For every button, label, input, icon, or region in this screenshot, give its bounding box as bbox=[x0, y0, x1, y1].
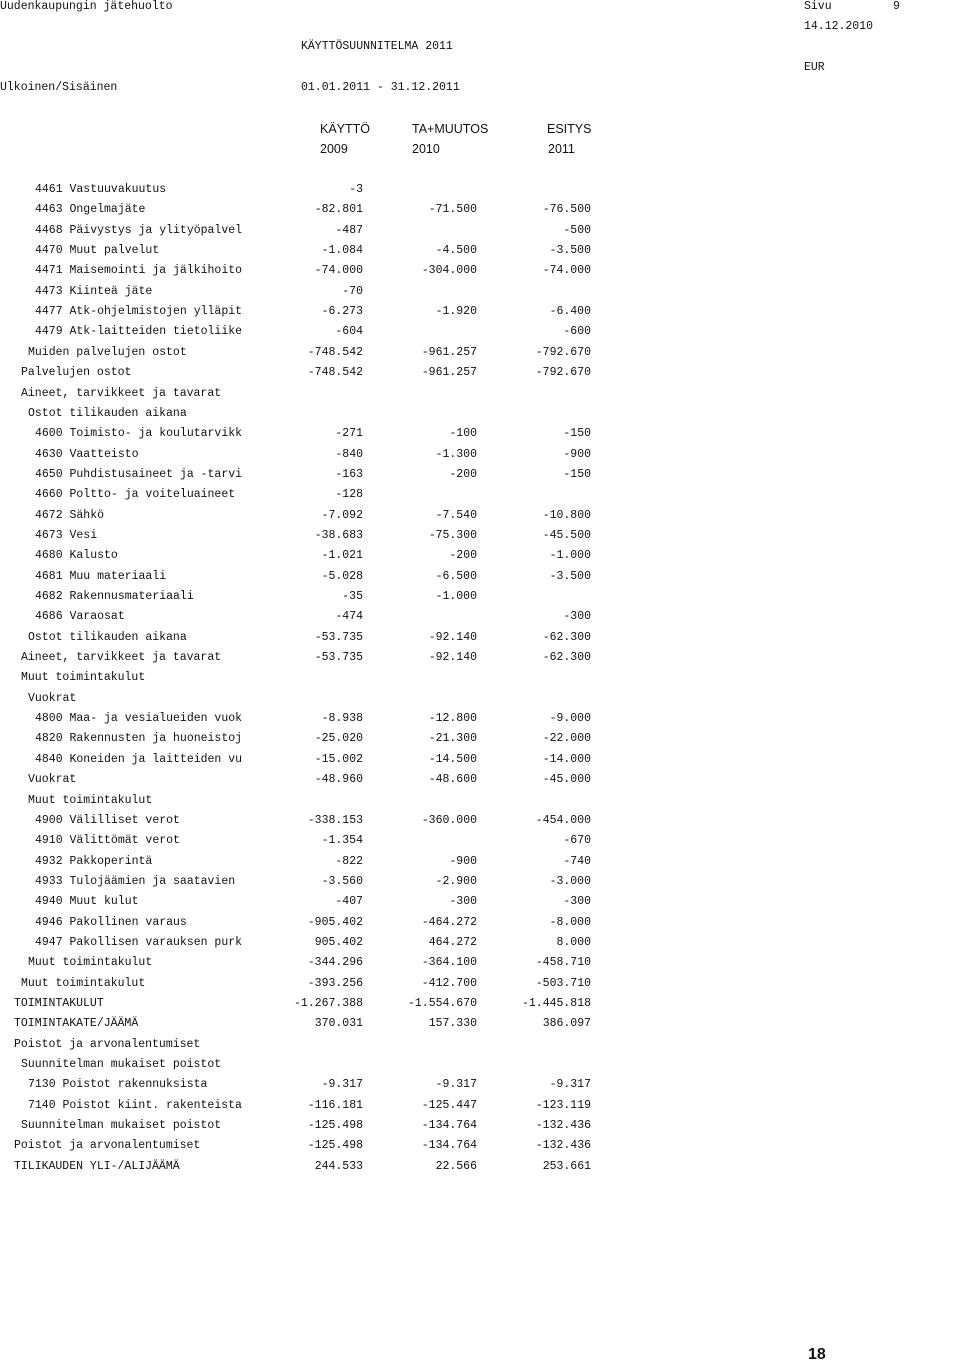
table-row bbox=[0, 834, 960, 848]
value-kaytto-2009: -48.960 bbox=[314, 773, 363, 786]
value-ta-muutos-2010: -412.700 bbox=[421, 977, 477, 990]
value-kaytto-2009: -271 bbox=[335, 427, 363, 440]
row-label: 4468 Päivystys ja ylityöpalvel bbox=[35, 224, 243, 237]
row-label: Ostot tilikauden aikana bbox=[28, 631, 187, 644]
page-label: Sivu bbox=[804, 0, 832, 13]
value-esitys-2011: -74.000 bbox=[542, 264, 591, 277]
table-row bbox=[0, 224, 960, 238]
table-row bbox=[0, 794, 960, 808]
row-label: Muut toimintakulut bbox=[28, 956, 153, 969]
table-row bbox=[0, 631, 960, 645]
row-label: 4800 Maa- ja vesialueiden vuok bbox=[35, 712, 243, 725]
row-label: 4463 Ongelmajäte bbox=[35, 203, 146, 216]
value-kaytto-2009: -53.735 bbox=[314, 631, 363, 644]
value-kaytto-2009: -38.683 bbox=[314, 529, 363, 542]
table-row bbox=[0, 1119, 960, 1133]
row-label: TOIMINTAKULUT bbox=[14, 997, 104, 1010]
value-ta-muutos-2010: -100 bbox=[449, 427, 477, 440]
value-ta-muutos-2010: -7.540 bbox=[435, 509, 477, 522]
row-label: 4946 Pakollinen varaus bbox=[35, 916, 187, 929]
row-label: 4630 Vaatteisto bbox=[35, 448, 139, 461]
table-row bbox=[0, 936, 960, 950]
value-esitys-2011: -458.710 bbox=[535, 956, 591, 969]
table-row bbox=[0, 407, 960, 421]
value-ta-muutos-2010: 464.272 bbox=[428, 936, 477, 949]
value-esitys-2011: 8.000 bbox=[556, 936, 591, 949]
value-ta-muutos-2010: -961.257 bbox=[421, 346, 477, 359]
value-ta-muutos-2010: -92.140 bbox=[428, 651, 477, 664]
value-ta-muutos-2010: -300 bbox=[449, 895, 477, 908]
table-row bbox=[0, 651, 960, 665]
column-year-2011: 2011 bbox=[548, 142, 575, 156]
value-esitys-2011: -132.436 bbox=[535, 1119, 591, 1132]
value-ta-muutos-2010: -1.554.670 bbox=[407, 997, 477, 1010]
value-kaytto-2009: -1.084 bbox=[321, 244, 363, 257]
value-ta-muutos-2010: -9.317 bbox=[435, 1078, 477, 1091]
value-ta-muutos-2010: 157.330 bbox=[428, 1017, 477, 1030]
value-ta-muutos-2010: -75.300 bbox=[428, 529, 477, 542]
value-ta-muutos-2010: -1.920 bbox=[435, 305, 477, 318]
row-label: Vuokrat bbox=[28, 692, 77, 705]
value-ta-muutos-2010: -1.300 bbox=[435, 448, 477, 461]
value-kaytto-2009: -163 bbox=[335, 468, 363, 481]
row-label: Ostot tilikauden aikana bbox=[28, 407, 187, 420]
value-esitys-2011: -45.000 bbox=[542, 773, 591, 786]
row-label: 4932 Pakkoperintä bbox=[35, 855, 153, 868]
row-label: 4479 Atk-laitteiden tietoliike bbox=[35, 325, 243, 338]
value-esitys-2011: -76.500 bbox=[542, 203, 591, 216]
row-label: 4686 Varaosat bbox=[35, 610, 125, 623]
table-row bbox=[0, 610, 960, 624]
value-kaytto-2009: -7.092 bbox=[321, 509, 363, 522]
value-kaytto-2009: -82.801 bbox=[314, 203, 363, 216]
report-date: 14.12.2010 bbox=[804, 20, 874, 33]
value-esitys-2011: -500 bbox=[563, 224, 591, 237]
value-ta-muutos-2010: -71.500 bbox=[428, 203, 477, 216]
table-row bbox=[0, 997, 960, 1011]
value-esitys-2011: -600 bbox=[563, 325, 591, 338]
value-kaytto-2009: -487 bbox=[335, 224, 363, 237]
table-row bbox=[0, 1099, 960, 1113]
footer-page-number: 18 bbox=[808, 1346, 826, 1363]
value-ta-muutos-2010: -961.257 bbox=[421, 366, 477, 379]
row-label: 4470 Muut palvelut bbox=[35, 244, 160, 257]
value-kaytto-2009: -116.181 bbox=[307, 1099, 363, 1112]
value-esitys-2011: -300 bbox=[563, 610, 591, 623]
row-label: 7140 Poistot kiint. rakenteista bbox=[28, 1099, 242, 1112]
value-kaytto-2009: -125.498 bbox=[307, 1139, 363, 1152]
value-ta-muutos-2010: -900 bbox=[449, 855, 477, 868]
value-ta-muutos-2010: -364.100 bbox=[421, 956, 477, 969]
row-label: 4650 Puhdistusaineet ja -tarvi bbox=[35, 468, 243, 481]
column-header-esitys: ESITYS bbox=[547, 122, 592, 136]
value-kaytto-2009: -25.020 bbox=[314, 732, 363, 745]
row-label: 4840 Koneiden ja laitteiden vu bbox=[35, 753, 243, 766]
value-kaytto-2009: -74.000 bbox=[314, 264, 363, 277]
value-esitys-2011: -300 bbox=[563, 895, 591, 908]
table-row bbox=[0, 325, 960, 339]
value-esitys-2011: 386.097 bbox=[542, 1017, 591, 1030]
value-kaytto-2009: 370.031 bbox=[314, 1017, 363, 1030]
row-label: 4471 Maisemointi ja jälkihoito bbox=[35, 264, 243, 277]
column-header-kaytto: KÄYTTÖ bbox=[320, 122, 371, 136]
row-label: 4673 Vesi bbox=[35, 529, 98, 542]
value-kaytto-2009: -128 bbox=[335, 488, 363, 501]
value-esitys-2011: -8.000 bbox=[549, 916, 591, 929]
row-label: 4682 Rakennusmateriaali bbox=[35, 590, 194, 603]
table-row bbox=[0, 570, 960, 584]
column-header-ta-muutos: TA+MUUTOS bbox=[412, 122, 489, 136]
table-row bbox=[0, 773, 960, 787]
value-esitys-2011: -150 bbox=[563, 427, 591, 440]
value-kaytto-2009: -748.542 bbox=[307, 346, 363, 359]
value-esitys-2011: -6.400 bbox=[549, 305, 591, 318]
value-ta-muutos-2010: -304.000 bbox=[421, 264, 477, 277]
value-kaytto-2009: 244.533 bbox=[314, 1160, 363, 1173]
value-kaytto-2009: -1.354 bbox=[321, 834, 363, 847]
value-ta-muutos-2010: -92.140 bbox=[428, 631, 477, 644]
value-esitys-2011: -792.670 bbox=[535, 346, 591, 359]
value-kaytto-2009: -9.317 bbox=[321, 1078, 363, 1091]
value-ta-muutos-2010: -125.447 bbox=[421, 1099, 477, 1112]
table-row bbox=[0, 671, 960, 685]
row-label: 4461 Vastuuvakuutus bbox=[35, 183, 167, 196]
row-label: 4910 Välittömät verot bbox=[35, 834, 180, 847]
row-label: Muiden palvelujen ostot bbox=[28, 346, 187, 359]
value-kaytto-2009: -15.002 bbox=[314, 753, 363, 766]
row-label: 7130 Poistot rakennuksista bbox=[28, 1078, 208, 1091]
table-row bbox=[0, 895, 960, 909]
value-ta-muutos-2010: -21.300 bbox=[428, 732, 477, 745]
row-label: TOIMINTAKATE/JÄÄMÄ bbox=[14, 1017, 139, 1030]
value-esitys-2011: -792.670 bbox=[535, 366, 591, 379]
value-kaytto-2009: -407 bbox=[335, 895, 363, 908]
value-kaytto-2009: -6.273 bbox=[321, 305, 363, 318]
value-esitys-2011: 253.661 bbox=[542, 1160, 591, 1173]
table-row bbox=[0, 488, 960, 502]
value-esitys-2011: -3.500 bbox=[549, 570, 591, 583]
table-row bbox=[0, 427, 960, 441]
value-kaytto-2009: 905.402 bbox=[314, 936, 363, 949]
value-esitys-2011: -3.000 bbox=[549, 875, 591, 888]
value-esitys-2011: -62.300 bbox=[542, 631, 591, 644]
value-esitys-2011: -150 bbox=[563, 468, 591, 481]
table-row bbox=[0, 203, 960, 217]
table-row bbox=[0, 305, 960, 319]
row-label: Suunnitelman mukaiset poistot bbox=[21, 1119, 222, 1132]
table-row bbox=[0, 814, 960, 828]
column-year-2009: 2009 bbox=[320, 142, 348, 156]
row-label: Muut toimintakulut bbox=[21, 671, 146, 684]
value-kaytto-2009: -3 bbox=[349, 183, 363, 196]
value-esitys-2011: -670 bbox=[563, 834, 591, 847]
row-label: Vuokrat bbox=[28, 773, 77, 786]
value-esitys-2011: -62.300 bbox=[542, 651, 591, 664]
table-row bbox=[0, 468, 960, 482]
value-esitys-2011: -740 bbox=[563, 855, 591, 868]
row-label: Muut toimintakulut bbox=[28, 794, 153, 807]
value-ta-muutos-2010: -12.800 bbox=[428, 712, 477, 725]
value-ta-muutos-2010: -134.764 bbox=[421, 1119, 477, 1132]
table-row bbox=[0, 285, 960, 299]
value-esitys-2011: -503.710 bbox=[535, 977, 591, 990]
table-row bbox=[0, 366, 960, 380]
table-row bbox=[0, 1078, 960, 1092]
value-kaytto-2009: -604 bbox=[335, 325, 363, 338]
value-ta-muutos-2010: -48.600 bbox=[428, 773, 477, 786]
table-row bbox=[0, 1139, 960, 1153]
row-label: 4477 Atk-ohjelmistojen ylläpit bbox=[35, 305, 243, 318]
table-row bbox=[0, 183, 960, 197]
row-label: 4660 Poltto- ja voiteluaineet bbox=[35, 488, 236, 501]
row-label: 4681 Muu materiaali bbox=[35, 570, 167, 583]
value-kaytto-2009: -8.938 bbox=[321, 712, 363, 725]
table-row bbox=[0, 732, 960, 746]
table-row bbox=[0, 1038, 960, 1052]
value-esitys-2011: -1.445.818 bbox=[521, 997, 591, 1010]
row-label: Poistot ja arvonalentumiset bbox=[14, 1038, 201, 1051]
table-row bbox=[0, 916, 960, 930]
table-row bbox=[0, 855, 960, 869]
table-row bbox=[0, 549, 960, 563]
value-kaytto-2009: -1.021 bbox=[321, 549, 363, 562]
table-row bbox=[0, 448, 960, 462]
row-label: 4940 Muut kulut bbox=[35, 895, 139, 908]
value-kaytto-2009: -125.498 bbox=[307, 1119, 363, 1132]
row-label: TILIKAUDEN YLI-/ALIJÄÄMÄ bbox=[14, 1160, 180, 1173]
value-kaytto-2009: -70 bbox=[342, 285, 363, 298]
value-kaytto-2009: -35 bbox=[342, 590, 363, 603]
value-kaytto-2009: -3.560 bbox=[321, 875, 363, 888]
value-kaytto-2009: -338.153 bbox=[307, 814, 363, 827]
page-number: 9 bbox=[893, 0, 900, 13]
value-kaytto-2009: -905.402 bbox=[307, 916, 363, 929]
row-label: 4672 Sähkö bbox=[35, 509, 105, 522]
table-row bbox=[0, 712, 960, 726]
table-row bbox=[0, 1017, 960, 1031]
row-label: Palvelujen ostot bbox=[21, 366, 132, 379]
value-ta-muutos-2010: -2.900 bbox=[435, 875, 477, 888]
value-esitys-2011: -9.000 bbox=[549, 712, 591, 725]
value-kaytto-2009: -5.028 bbox=[321, 570, 363, 583]
table-row bbox=[0, 956, 960, 970]
table-row bbox=[0, 346, 960, 360]
value-esitys-2011: -10.800 bbox=[542, 509, 591, 522]
value-ta-muutos-2010: -14.500 bbox=[428, 753, 477, 766]
row-label: Suunnitelman mukaiset poistot bbox=[21, 1058, 222, 1071]
value-kaytto-2009: -474 bbox=[335, 610, 363, 623]
value-kaytto-2009: -344.296 bbox=[307, 956, 363, 969]
table-row bbox=[0, 264, 960, 278]
table-row bbox=[0, 753, 960, 767]
value-kaytto-2009: -822 bbox=[335, 855, 363, 868]
organization-name: Uudenkaupungin jätehuolto bbox=[0, 0, 173, 13]
value-kaytto-2009: -840 bbox=[335, 448, 363, 461]
value-ta-muutos-2010: -134.764 bbox=[421, 1139, 477, 1152]
row-label: 4600 Toimisto- ja koulutarvikk bbox=[35, 427, 243, 440]
period-label: 01.01.2011 - 31.12.2011 bbox=[301, 81, 460, 94]
row-label: Aineet, tarvikkeet ja tavarat bbox=[21, 387, 222, 400]
column-year-2010: 2010 bbox=[412, 142, 440, 156]
row-label: Poistot ja arvonalentumiset bbox=[14, 1139, 201, 1152]
row-label: 4473 Kiinteä jäte bbox=[35, 285, 153, 298]
row-label: 4947 Pakollisen varauksen purk bbox=[35, 936, 243, 949]
table-row bbox=[0, 244, 960, 258]
value-ta-muutos-2010: 22.566 bbox=[435, 1160, 477, 1173]
value-esitys-2011: -14.000 bbox=[542, 753, 591, 766]
value-kaytto-2009: -393.256 bbox=[307, 977, 363, 990]
table-row bbox=[0, 590, 960, 604]
value-esitys-2011: -3.500 bbox=[549, 244, 591, 257]
table-row bbox=[0, 1160, 960, 1174]
value-ta-muutos-2010: -4.500 bbox=[435, 244, 477, 257]
value-ta-muutos-2010: -200 bbox=[449, 468, 477, 481]
value-esitys-2011: -900 bbox=[563, 448, 591, 461]
table-row bbox=[0, 529, 960, 543]
value-esitys-2011: -22.000 bbox=[542, 732, 591, 745]
value-kaytto-2009: -53.735 bbox=[314, 651, 363, 664]
value-esitys-2011: -454.000 bbox=[535, 814, 591, 827]
table-row bbox=[0, 387, 960, 401]
table-row bbox=[0, 692, 960, 706]
report-title: KÄYTTÖSUUNNITELMA 2011 bbox=[301, 40, 453, 53]
value-kaytto-2009: -1.267.388 bbox=[293, 997, 363, 1010]
value-ta-muutos-2010: -1.000 bbox=[435, 590, 477, 603]
value-ta-muutos-2010: -360.000 bbox=[421, 814, 477, 827]
table-row bbox=[0, 1058, 960, 1072]
table-row bbox=[0, 509, 960, 523]
scope-label: Ulkoinen/Sisäinen bbox=[0, 81, 118, 94]
value-esitys-2011: -123.119 bbox=[535, 1099, 591, 1112]
value-esitys-2011: -45.500 bbox=[542, 529, 591, 542]
value-ta-muutos-2010: -200 bbox=[449, 549, 477, 562]
row-label: 4900 Välilliset verot bbox=[35, 814, 180, 827]
value-esitys-2011: -132.436 bbox=[535, 1139, 591, 1152]
value-kaytto-2009: -748.542 bbox=[307, 366, 363, 379]
value-esitys-2011: -9.317 bbox=[549, 1078, 591, 1091]
value-ta-muutos-2010: -464.272 bbox=[421, 916, 477, 929]
value-esitys-2011: -1.000 bbox=[549, 549, 591, 562]
currency-label: EUR bbox=[804, 61, 825, 74]
row-label: 4820 Rakennusten ja huoneistoj bbox=[35, 732, 243, 745]
row-label: Aineet, tarvikkeet ja tavarat bbox=[21, 651, 222, 664]
row-label: 4680 Kalusto bbox=[35, 549, 118, 562]
table-row bbox=[0, 875, 960, 889]
row-label: 4933 Tulojäämien ja saatavien bbox=[35, 875, 236, 888]
value-ta-muutos-2010: -6.500 bbox=[435, 570, 477, 583]
row-label: Muut toimintakulut bbox=[21, 977, 146, 990]
table-row bbox=[0, 977, 960, 991]
